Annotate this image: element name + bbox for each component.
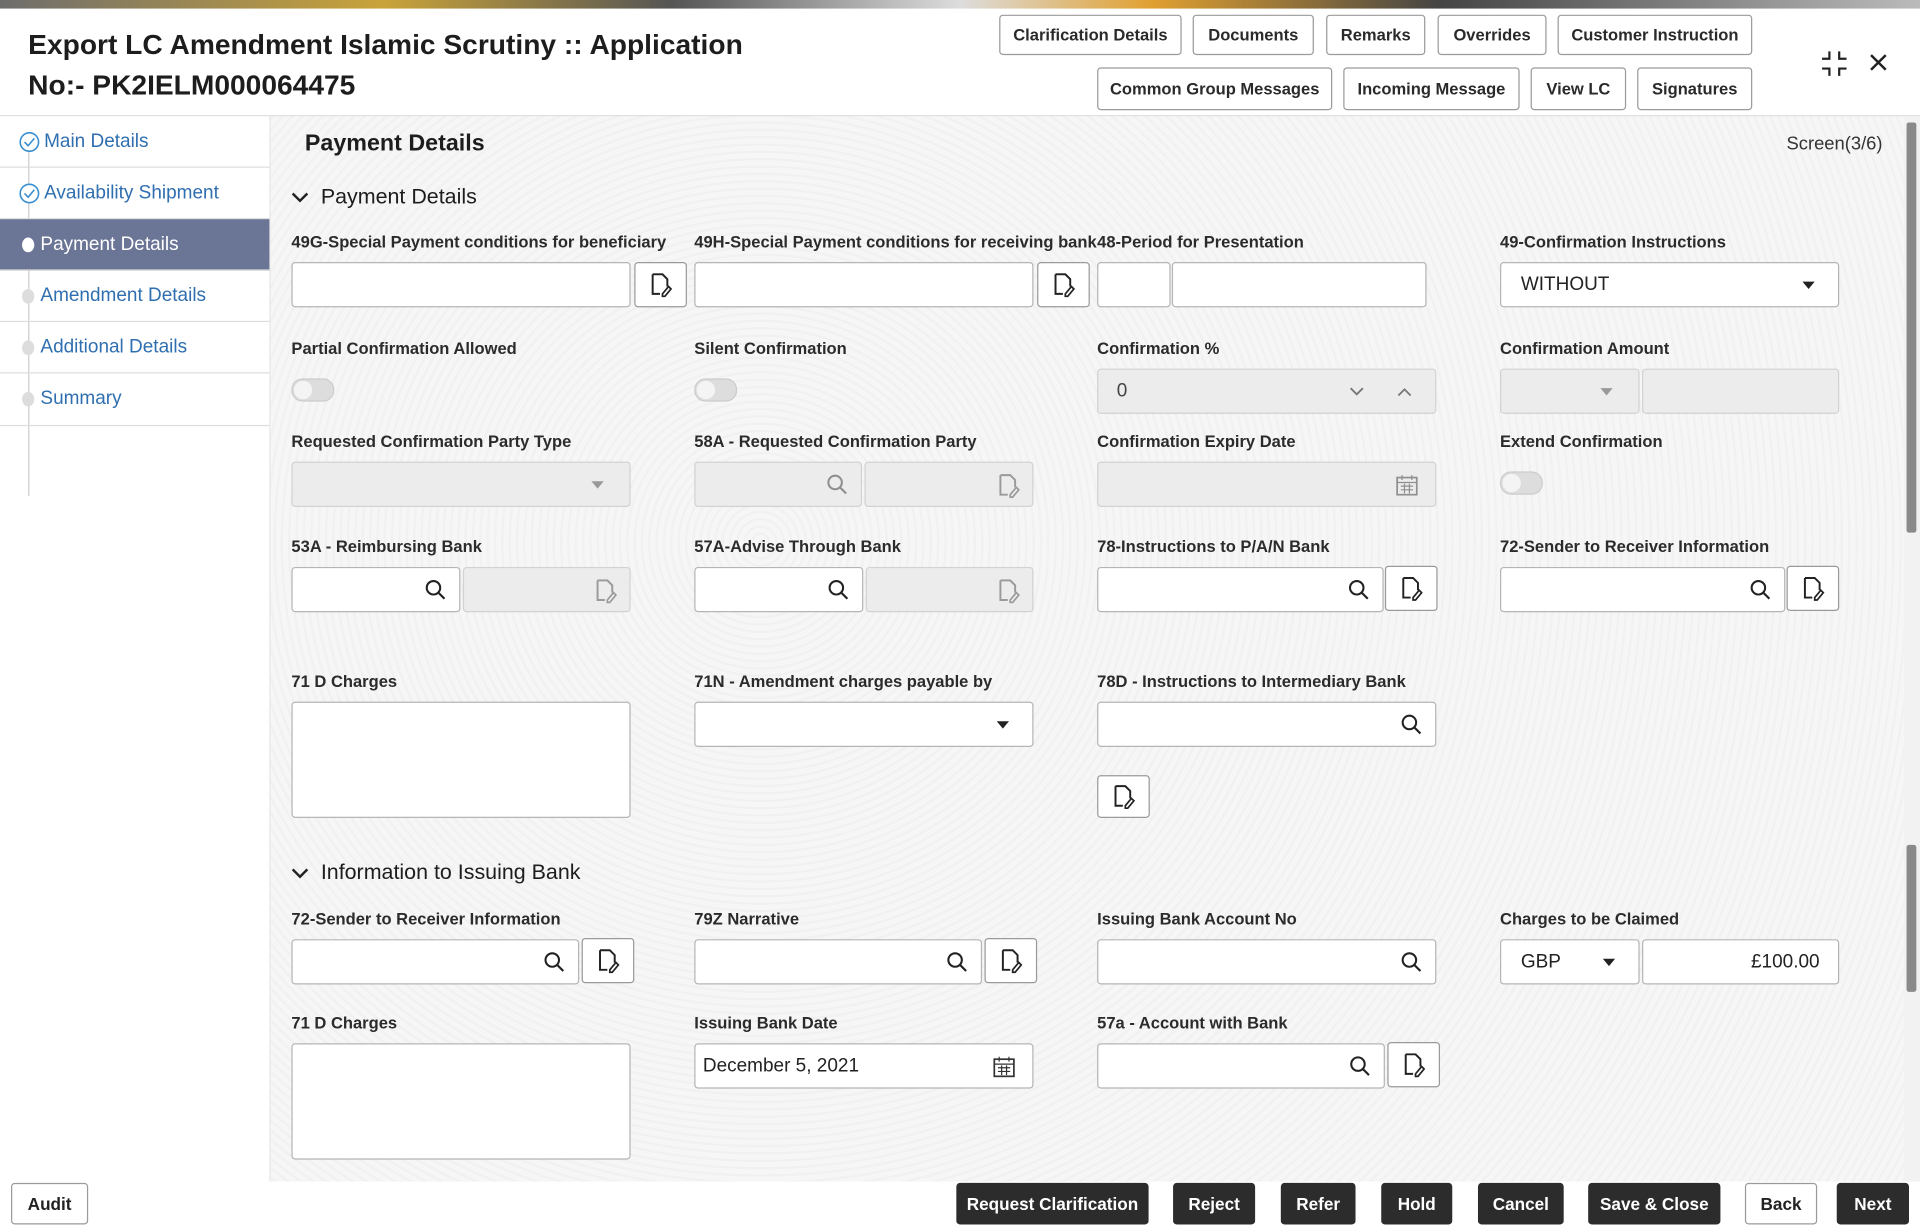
silent-confirmation-toggle[interactable] <box>694 378 737 401</box>
search-icon[interactable] <box>1401 951 1423 973</box>
sidebar-item-summary[interactable] <box>0 373 269 426</box>
search-icon[interactable] <box>1348 579 1370 601</box>
57a-account-edit-button[interactable] <box>1387 1042 1440 1087</box>
53a-search-input[interactable] <box>291 567 460 612</box>
label-charges-to-be-claimed: Charges to be Claimed <box>1500 909 1680 929</box>
customer-instruction-button[interactable]: Customer Instruction <box>1558 15 1753 55</box>
issuing-72-edit-button[interactable] <box>582 938 635 983</box>
scrollbar-thumb[interactable] <box>1907 122 1917 532</box>
view-lc-button[interactable]: View LC <box>1531 67 1627 110</box>
label-72: 72-Sender to Receiver Information <box>1500 537 1770 556</box>
confirmation-expiry-date-input[interactable] <box>1097 462 1436 507</box>
sidebar-item-main-details[interactable] <box>0 116 269 167</box>
calendar-icon[interactable] <box>993 1056 1015 1078</box>
search-icon[interactable] <box>1401 714 1423 736</box>
document-edit-icon <box>596 948 619 972</box>
53a-details-input[interactable] <box>463 567 631 612</box>
charges-currency-select[interactable] <box>1500 939 1640 984</box>
sidebar-item-label: Main Details <box>44 130 149 152</box>
document-edit-icon <box>649 272 672 296</box>
58a-details-input[interactable] <box>864 462 1033 507</box>
confirmation-percent-value: 0 <box>1116 380 1128 402</box>
49h-input[interactable] <box>694 262 1033 307</box>
audit-button[interactable]: Audit <box>11 1183 88 1225</box>
label-issuing-bank-date: Issuing Bank Date <box>694 1013 838 1033</box>
49g-input[interactable] <box>291 262 630 307</box>
confirmation-amount-input[interactable] <box>1642 369 1839 414</box>
search-icon[interactable] <box>828 579 850 601</box>
chevron-down-icon <box>291 190 308 202</box>
document-edit-icon <box>1400 576 1423 600</box>
sidebar-item-label: Payment Details <box>40 233 179 255</box>
document-edit-icon <box>1801 576 1824 600</box>
label-53a: 53A - Reimbursing Bank <box>291 537 482 556</box>
issuing-72-search-input[interactable] <box>291 939 579 984</box>
sidebar-item-label: Summary <box>40 388 122 409</box>
label-48: 48-Period for Presentation <box>1097 232 1304 252</box>
payment-details-section-header[interactable] <box>291 184 476 210</box>
hold-button[interactable]: Hold <box>1381 1183 1452 1225</box>
label-71n: 71N - Amendment charges payable by <box>694 672 993 691</box>
search-icon[interactable] <box>1750 579 1772 601</box>
signatures-button[interactable]: Signatures <box>1637 67 1752 110</box>
79z-search-input[interactable] <box>694 939 982 984</box>
caret-down-icon <box>590 480 605 490</box>
label-extend-confirmation: Extend Confirmation <box>1500 432 1663 451</box>
selected-value: WITHOUT <box>1520 273 1610 295</box>
clarification-details-button[interactable]: Clarification Details <box>999 15 1181 55</box>
57a-search-input[interactable] <box>694 567 863 612</box>
label-confirmation-percent: Confirmation % <box>1097 339 1220 358</box>
search-icon[interactable] <box>1349 1056 1371 1078</box>
charges-amount-input[interactable] <box>1642 939 1839 984</box>
72-edit-button[interactable] <box>1787 566 1840 611</box>
78-search-input[interactable] <box>1097 567 1384 612</box>
scrollbar[interactable] <box>1904 116 1920 1181</box>
extend-confirmation-toggle[interactable] <box>1500 471 1543 494</box>
label-57a-account-with-bank: 57a - Account with Bank <box>1097 1013 1288 1033</box>
issuing-bank-date-input[interactable] <box>694 1043 1033 1088</box>
decrement-chevron-icon[interactable] <box>1349 387 1364 397</box>
label-partial-confirmation: Partial Confirmation Allowed <box>291 339 517 358</box>
cancel-button[interactable]: Cancel <box>1478 1183 1564 1225</box>
step-dot <box>22 340 34 355</box>
section-title: Information to Issuing Bank <box>320 859 581 885</box>
reject-button[interactable]: Reject <box>1173 1183 1255 1225</box>
71n-charges-payable-select[interactable] <box>694 702 1033 747</box>
caret-down-icon <box>996 720 1011 730</box>
documents-button[interactable]: Documents <box>1193 15 1314 55</box>
top-banner <box>0 0 1920 9</box>
sidebar-item-additional-details[interactable] <box>0 322 269 373</box>
document-edit-icon <box>1052 272 1075 296</box>
document-edit-icon[interactable] <box>997 474 1020 498</box>
confirmation-instructions-select[interactable] <box>1500 262 1839 307</box>
label-issuing-71d: 71 D Charges <box>291 1013 398 1033</box>
next-button[interactable]: Next <box>1837 1183 1909 1225</box>
label-silent-confirmation: Silent Confirmation <box>694 339 847 358</box>
label-49h: 49H-Special Payment conditions for receiving bank <box>694 232 1097 252</box>
label-79z: 79Z Narrative <box>694 909 800 929</box>
72-search-input[interactable] <box>1500 567 1785 612</box>
label-issuing-bank-account: Issuing Bank Account No <box>1097 909 1297 929</box>
71d-charges-textarea[interactable] <box>291 702 630 818</box>
label-49: 49-Confirmation Instructions <box>1500 232 1726 252</box>
issuing-bank-section-header[interactable] <box>291 860 580 886</box>
document-edit-icon <box>1112 784 1135 808</box>
57a-account-search-input[interactable] <box>1097 1043 1385 1088</box>
scrollbar-thumb-2[interactable] <box>1907 845 1917 992</box>
sidebar-item-label: Amendment Details <box>40 284 207 306</box>
label-issuing-72: 72-Sender to Receiver Information <box>291 909 561 929</box>
active-step-dot <box>22 238 34 253</box>
step-dot <box>22 392 34 407</box>
calendar-icon[interactable] <box>1396 474 1418 496</box>
sidebar <box>0 116 271 1181</box>
search-icon[interactable] <box>425 579 447 601</box>
back-button[interactable]: Back <box>1745 1183 1817 1225</box>
78d-edit-button[interactable] <box>1097 775 1150 818</box>
label-78d: 78D - Instructions to Intermediary Bank <box>1097 672 1406 691</box>
79z-edit-button[interactable] <box>984 938 1037 983</box>
sidebar-item-label: Availability Shipment <box>44 181 219 203</box>
confirmation-percent-input[interactable] <box>1097 369 1436 414</box>
49h-edit-button[interactable] <box>1037 262 1090 307</box>
period-narrative-input[interactable] <box>1172 262 1427 307</box>
partial-confirmation-toggle[interactable] <box>291 378 334 401</box>
label-71d: 71 D Charges <box>291 672 398 691</box>
search-icon[interactable] <box>544 951 566 973</box>
chevron-down-icon <box>291 866 308 878</box>
section-page-title: Payment Details <box>304 131 485 157</box>
label-78: 78-Instructions to P/A/N Bank <box>1097 537 1330 556</box>
save-and-close-button[interactable]: Save & Close <box>1588 1183 1720 1225</box>
remarks-button[interactable]: Remarks <box>1326 15 1425 55</box>
caret-down-icon <box>1801 280 1816 290</box>
58a-search-input[interactable] <box>694 462 862 507</box>
confirmation-currency-select[interactable] <box>1500 369 1640 414</box>
label-49g: 49G-Special Payment conditions for beneficiary <box>291 232 667 252</box>
screen-indicator: Screen(3/6) <box>1786 133 1883 155</box>
caret-down-icon <box>1599 387 1614 397</box>
step-dot <box>22 289 34 304</box>
sidebar-item-amendment-details[interactable] <box>0 271 269 322</box>
issuing-71d-charges-textarea[interactable] <box>291 1043 630 1159</box>
label-requested-party-type: Requested Confirmation Party Type <box>291 432 572 451</box>
sidebar-item-availability-shipment[interactable] <box>0 168 269 219</box>
title-line-1: Export LC Amendment Islamic Scrutiny :: Application <box>28 28 743 61</box>
application-number: No:- PK2IELM000064475 <box>28 68 356 101</box>
date-value: December 5, 2021 <box>702 1054 860 1076</box>
document-edit-icon[interactable] <box>997 579 1020 603</box>
page-header-title <box>28 24 743 105</box>
period-days-input[interactable] <box>1097 262 1170 307</box>
57a-details-input[interactable] <box>866 567 1034 612</box>
increment-chevron-icon[interactable] <box>1397 387 1412 397</box>
document-edit-icon[interactable] <box>594 579 617 603</box>
minimize-icon[interactable] <box>1821 50 1848 77</box>
caret-down-icon <box>1602 958 1617 968</box>
incoming-message-button[interactable]: Incoming Message <box>1343 67 1519 110</box>
common-group-messages-button[interactable]: Common Group Messages <box>1097 67 1332 110</box>
sidebar-item-label: Additional Details <box>40 336 188 357</box>
label-58a: 58A - Requested Confirmation Party <box>694 432 977 451</box>
label-confirmation-expiry: Confirmation Expiry Date <box>1097 432 1296 451</box>
document-edit-icon <box>1402 1052 1425 1076</box>
requested-party-type-select[interactable] <box>291 462 630 507</box>
issuing-bank-account-input[interactable] <box>1097 939 1436 984</box>
check-circle-icon <box>18 182 40 204</box>
refer-button[interactable]: Refer <box>1281 1183 1356 1225</box>
search-icon[interactable] <box>947 951 969 973</box>
sidebar-item-payment-details[interactable] <box>0 219 269 270</box>
request-clarification-button[interactable]: Request Clarification <box>956 1183 1148 1225</box>
document-edit-icon <box>999 948 1022 972</box>
label-confirmation-amount: Confirmation Amount <box>1500 339 1670 358</box>
section-title: Payment Details <box>320 183 477 209</box>
78-edit-button[interactable] <box>1385 566 1438 611</box>
search-icon[interactable] <box>827 474 849 496</box>
close-icon[interactable] <box>1869 53 1889 73</box>
currency-value: GBP <box>1520 950 1561 972</box>
check-circle-icon <box>18 131 40 153</box>
label-57a: 57A-Advise Through Bank <box>694 537 901 556</box>
amount-value: £100.00 <box>1750 950 1820 972</box>
49g-edit-button[interactable] <box>634 262 687 307</box>
overrides-button[interactable]: Overrides <box>1438 15 1547 55</box>
78d-search-input[interactable] <box>1097 702 1436 747</box>
